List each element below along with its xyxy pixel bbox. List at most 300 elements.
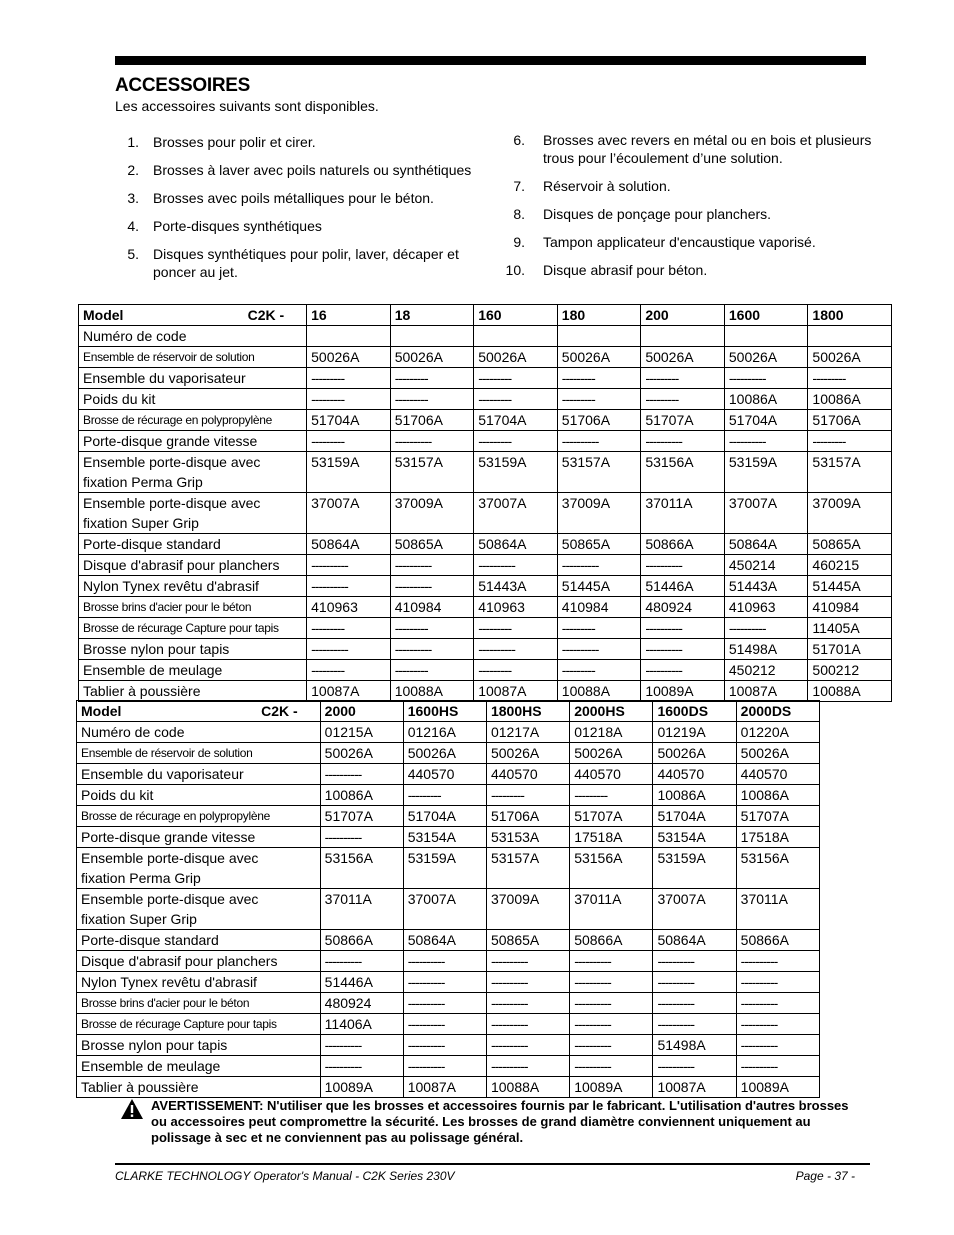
part-number-cell: ----------: [403, 1056, 486, 1077]
table-row: [77, 827, 820, 848]
part-number-cell: ----------: [724, 618, 808, 639]
row-label: Tablier à poussière: [79, 681, 307, 702]
model-column-header: 2000DS: [736, 701, 819, 722]
table-row: [79, 534, 892, 555]
accessory-list-left: [115, 133, 475, 291]
list-item-text: Brosses à laver avec poils naturels ou synthétiques: [153, 162, 472, 178]
part-number-cell: 440570: [653, 764, 736, 785]
part-number-cell: ----------: [736, 972, 819, 993]
row-label: Poids du kit: [79, 389, 307, 410]
part-number-cell: 50864A: [307, 534, 391, 555]
part-number-cell: 01218A: [570, 722, 653, 743]
part-number-cell: 50026A: [641, 347, 725, 368]
part-number-cell: 10087A: [474, 681, 558, 702]
row-label: Nylon Tynex revêtu d'abrasif: [77, 972, 321, 993]
part-number-cell: ----------: [736, 1014, 819, 1035]
model-column-header: 2000: [320, 701, 403, 722]
list-item-text: Disques de ponçage pour planchers.: [543, 206, 772, 222]
table-row: [79, 389, 892, 410]
part-number-cell: 53159A: [653, 848, 736, 889]
intro-text: Les accessoires suivants sont disponibles.: [115, 98, 379, 114]
table-row: [77, 764, 820, 785]
part-number-cell: ----------: [403, 993, 486, 1014]
accessory-table-1: [78, 304, 892, 702]
list-item-text: Brosses avec poils métalliques pour le béton.: [153, 190, 434, 206]
list-item-number: 4.: [127, 218, 139, 234]
part-number-cell: ----------: [641, 555, 725, 576]
list-item-number: 1.: [127, 134, 139, 150]
part-number-cell: 10089A: [641, 681, 725, 702]
part-number-cell: 50026A: [390, 347, 474, 368]
table-row: [77, 806, 820, 827]
part-number-cell: 37011A: [736, 889, 819, 930]
row-label: Porte-disque standard: [77, 930, 321, 951]
table-row: [77, 1077, 820, 1098]
part-number-cell: ----------: [724, 431, 808, 452]
part-number-cell: 50865A: [390, 534, 474, 555]
list-item-number: 10.: [505, 262, 525, 278]
part-number-cell: [641, 326, 725, 347]
part-number-cell: 410984: [808, 597, 892, 618]
model-column-header: 160: [474, 305, 558, 326]
model-column-header: 1800: [808, 305, 892, 326]
table-row: [77, 743, 820, 764]
part-number-cell: ----------: [724, 368, 808, 389]
part-number-cell: 10086A: [736, 785, 819, 806]
part-number-cell: 10087A: [724, 681, 808, 702]
part-number-cell: ---------: [557, 389, 641, 410]
part-number-cell: 50865A: [486, 930, 569, 951]
part-number-cell: 50026A: [403, 743, 486, 764]
part-number-cell: 50864A: [653, 930, 736, 951]
part-number-cell: ----------: [307, 555, 391, 576]
row-label: Numéro de code: [79, 326, 307, 347]
part-number-cell: 51706A: [486, 806, 569, 827]
part-number-cell: ---------: [307, 389, 391, 410]
part-number-cell: ---------: [307, 660, 391, 681]
table-row: [79, 660, 892, 681]
part-number-cell: ----------: [486, 951, 569, 972]
list-item: [505, 233, 885, 251]
list-item: [505, 261, 885, 279]
part-number-cell: ----------: [570, 1014, 653, 1035]
part-number-cell: 51706A: [808, 410, 892, 431]
part-number-cell: ----------: [736, 993, 819, 1014]
row-label: Ensemble de réservoir de solution: [79, 347, 307, 368]
part-number-cell: [557, 326, 641, 347]
part-number-cell: 37007A: [474, 493, 558, 534]
table-row: [79, 347, 892, 368]
part-number-cell: 53159A: [474, 452, 558, 493]
part-number-cell: 51707A: [736, 806, 819, 827]
part-number-cell: 51707A: [570, 806, 653, 827]
part-number-cell: ----------: [474, 555, 558, 576]
part-number-cell: 50866A: [570, 930, 653, 951]
part-number-cell: 10086A: [724, 389, 808, 410]
part-number-cell: 50026A: [486, 743, 569, 764]
part-number-cell: [474, 326, 558, 347]
part-number-cell: 50864A: [403, 930, 486, 951]
row-label: Ensemble de meulage: [79, 660, 307, 681]
row-label: Brosse de récurage en polypropylène: [77, 806, 321, 827]
part-number-cell: 50026A: [736, 743, 819, 764]
table-row: [79, 452, 892, 493]
part-number-cell: 11405A: [808, 618, 892, 639]
part-number-cell: ----------: [570, 1056, 653, 1077]
part-number-cell: ---------: [390, 368, 474, 389]
part-number-cell: ----------: [320, 827, 403, 848]
part-number-cell: 410984: [390, 597, 474, 618]
part-number-cell: 01219A: [653, 722, 736, 743]
list-item: [115, 133, 475, 151]
part-number-cell: ---------: [808, 431, 892, 452]
row-label: Ensemble porte-disque avec fixation Super Grip: [77, 889, 321, 930]
table-row: [79, 326, 892, 347]
part-number-cell: 50026A: [320, 743, 403, 764]
part-number-cell: 10088A: [557, 681, 641, 702]
part-number-cell: 10086A: [653, 785, 736, 806]
table-header-row: [79, 305, 892, 326]
row-label: Porte-disque standard: [79, 534, 307, 555]
part-number-cell: ----------: [320, 1056, 403, 1077]
model-column-header: 16: [307, 305, 391, 326]
table-row: [77, 993, 820, 1014]
part-number-cell: 53153A: [486, 827, 569, 848]
list-item: [505, 205, 885, 223]
row-label: Brosse nylon pour tapis: [79, 639, 307, 660]
part-number-cell: 450212: [724, 660, 808, 681]
part-number-cell: 37009A: [390, 493, 474, 534]
part-number-cell: 480924: [641, 597, 725, 618]
part-number-cell: [724, 326, 808, 347]
part-number-cell: ---------: [474, 389, 558, 410]
part-number-cell: 37011A: [320, 889, 403, 930]
series-label: C2K -: [261, 703, 298, 719]
part-number-cell: ----------: [320, 951, 403, 972]
part-number-cell: 53159A: [307, 452, 391, 493]
part-number-cell: 10088A: [486, 1077, 569, 1098]
part-number-cell: ----------: [641, 618, 725, 639]
part-number-cell: 53156A: [320, 848, 403, 889]
part-number-cell: ---------: [557, 660, 641, 681]
part-number-cell: ----------: [557, 431, 641, 452]
part-number-cell: ----------: [307, 576, 391, 597]
part-number-cell: ----------: [486, 972, 569, 993]
part-number-cell: ---------: [390, 618, 474, 639]
model-label: Model: [83, 307, 124, 323]
page-title: ACCESSOIRES: [115, 75, 251, 96]
row-label: Ensemble porte-disque avec fixation Perma Grip: [77, 848, 321, 889]
part-number-cell: ----------: [320, 1035, 403, 1056]
row-label: Brosse de récurage Capture pour tapis: [79, 618, 307, 639]
model-column-header: 1600HS: [403, 701, 486, 722]
part-number-cell: ----------: [486, 1014, 569, 1035]
part-number-cell: ----------: [390, 555, 474, 576]
part-number-cell: 50026A: [808, 347, 892, 368]
model-label: Model: [81, 703, 122, 719]
part-number-cell: 450214: [724, 555, 808, 576]
part-number-cell: ----------: [641, 431, 725, 452]
part-number-cell: 53157A: [557, 452, 641, 493]
part-number-cell: 10089A: [570, 1077, 653, 1098]
part-number-cell: ---------: [307, 618, 391, 639]
part-number-cell: 01217A: [486, 722, 569, 743]
part-number-cell: 51498A: [653, 1035, 736, 1056]
part-number-cell: ----------: [653, 993, 736, 1014]
table-row: [79, 618, 892, 639]
part-number-cell: 53157A: [390, 452, 474, 493]
list-item-number: 9.: [513, 234, 525, 250]
part-number-cell: 10088A: [808, 681, 892, 702]
part-number-cell: ----------: [557, 639, 641, 660]
part-number-cell: 50866A: [320, 930, 403, 951]
table-row: [77, 1035, 820, 1056]
part-number-cell: ---------: [474, 368, 558, 389]
part-number-cell: 10087A: [653, 1077, 736, 1098]
list-item: [115, 189, 475, 207]
part-number-cell: 53156A: [570, 848, 653, 889]
part-number-cell: 50866A: [736, 930, 819, 951]
part-number-cell: ----------: [570, 993, 653, 1014]
part-number-cell: 01215A: [320, 722, 403, 743]
part-number-cell: 37007A: [724, 493, 808, 534]
part-number-cell: ----------: [570, 1035, 653, 1056]
table-row: [79, 576, 892, 597]
list-item-text: Disques synthétiques pour polir, laver, décaper et poncer au jet.: [153, 246, 459, 280]
part-number-cell: 50865A: [808, 534, 892, 555]
part-number-cell: [307, 326, 391, 347]
table-row: [77, 722, 820, 743]
part-number-cell: 440570: [403, 764, 486, 785]
part-number-cell: ---------: [403, 785, 486, 806]
table-row: [79, 597, 892, 618]
part-number-cell: 51704A: [653, 806, 736, 827]
table-row: [77, 1056, 820, 1077]
list-item-number: 5.: [127, 246, 139, 262]
accessory-list-right: [505, 131, 885, 289]
part-number-cell: 53157A: [808, 452, 892, 493]
list-item-text: Porte-disques synthétiques: [153, 218, 322, 234]
part-number-cell: 50864A: [724, 534, 808, 555]
footer-manual-title: CLARKE TECHNOLOGY Operator's Manual - C2K Series 230V: [115, 1169, 455, 1183]
part-number-cell: 410963: [307, 597, 391, 618]
row-label: Nylon Tynex revêtu d'abrasif: [79, 576, 307, 597]
part-number-cell: 410984: [557, 597, 641, 618]
part-number-cell: 17518A: [736, 827, 819, 848]
table-row: [79, 368, 892, 389]
part-number-cell: 51706A: [557, 410, 641, 431]
part-number-cell: 51498A: [724, 639, 808, 660]
part-number-cell: 10088A: [390, 681, 474, 702]
list-item-number: 2.: [127, 162, 139, 178]
table-row: [79, 555, 892, 576]
table-row: [77, 930, 820, 951]
footer: [115, 1169, 855, 1183]
part-number-cell: 51446A: [641, 576, 725, 597]
part-number-cell: 10086A: [808, 389, 892, 410]
part-number-cell: ---------: [570, 785, 653, 806]
part-number-cell: 37011A: [570, 889, 653, 930]
part-number-cell: 01216A: [403, 722, 486, 743]
part-number-cell: 53154A: [403, 827, 486, 848]
part-number-cell: ----------: [320, 764, 403, 785]
part-number-cell: ----------: [403, 951, 486, 972]
series-label: C2K -: [247, 307, 285, 323]
model-column-header: 1800HS: [486, 701, 569, 722]
model-column-header: 18: [390, 305, 474, 326]
row-label: Tablier à poussière: [77, 1077, 321, 1098]
list-item-text: Brosses pour polir et cirer.: [153, 134, 316, 150]
list-item-text: Tampon applicateur d'encaustique vaporisé.: [543, 234, 816, 250]
part-number-cell: ----------: [486, 1035, 569, 1056]
row-label: Ensemble porte-disque avec fixation Perma Grip: [79, 452, 307, 493]
part-number-cell: ----------: [570, 972, 653, 993]
row-label: Brosse brins d'acier pour le béton: [79, 597, 307, 618]
part-number-cell: 17518A: [570, 827, 653, 848]
part-number-cell: 53157A: [486, 848, 569, 889]
part-number-cell: 01220A: [736, 722, 819, 743]
part-number-cell: ---------: [474, 431, 558, 452]
part-number-cell: ---------: [641, 389, 725, 410]
model-column-header: 2000HS: [570, 701, 653, 722]
part-number-cell: ---------: [808, 368, 892, 389]
table-row: [77, 1014, 820, 1035]
part-number-cell: ----------: [641, 639, 725, 660]
part-number-cell: ----------: [653, 1056, 736, 1077]
part-number-cell: 37009A: [486, 889, 569, 930]
part-number-cell: ---------: [557, 618, 641, 639]
part-number-cell: 50026A: [474, 347, 558, 368]
model-column-header: 200: [641, 305, 725, 326]
part-number-cell: 37007A: [403, 889, 486, 930]
part-number-cell: ---------: [641, 368, 725, 389]
list-item-number: 7.: [513, 178, 525, 194]
table-row: [77, 848, 820, 889]
list-item-number: 6.: [513, 132, 525, 148]
part-number-cell: ----------: [403, 1014, 486, 1035]
part-number-cell: 51443A: [724, 576, 808, 597]
part-number-cell: ----------: [307, 639, 391, 660]
part-number-cell: 51704A: [724, 410, 808, 431]
part-number-cell: ----------: [736, 1035, 819, 1056]
list-item: [505, 131, 885, 167]
warning-text: AVERTISSEMENT: N'utiliser que les brosses et accessoires fournis par le fabricant. L'utilisation d'autres brosses ou accessoires peut compromettre la sécurité. Les brosses de grand diamètre conviennent uniquement au polissage à sec et ne conviennent pas au polissage général.: [151, 1098, 849, 1145]
part-number-cell: 37009A: [808, 493, 892, 534]
table-row: [79, 493, 892, 534]
part-number-cell: 53159A: [724, 452, 808, 493]
model-column-header: 1600: [724, 305, 808, 326]
part-number-cell: 440570: [570, 764, 653, 785]
part-number-cell: 51706A: [390, 410, 474, 431]
part-number-cell: 480924: [320, 993, 403, 1014]
part-number-cell: ----------: [570, 951, 653, 972]
part-number-cell: ---------: [307, 368, 391, 389]
part-number-cell: ----------: [557, 555, 641, 576]
list-item: [115, 217, 475, 235]
row-label: Disque d'abrasif pour planchers: [77, 951, 321, 972]
row-label: Ensemble du vaporisateur: [77, 764, 321, 785]
row-label: Ensemble de meulage: [77, 1056, 321, 1077]
part-number-cell: 50026A: [653, 743, 736, 764]
part-number-cell: 50026A: [724, 347, 808, 368]
row-label: Porte-disque grande vitesse: [79, 431, 307, 452]
part-number-cell: 51445A: [557, 576, 641, 597]
part-number-cell: ---------: [486, 785, 569, 806]
model-column-header: 180: [557, 305, 641, 326]
table-row: [79, 410, 892, 431]
part-number-cell: ----------: [736, 1056, 819, 1077]
part-number-cell: 53156A: [641, 452, 725, 493]
part-number-cell: 50866A: [641, 534, 725, 555]
part-number-cell: ----------: [486, 993, 569, 1014]
part-number-cell: 500212: [808, 660, 892, 681]
part-number-cell: ---------: [390, 660, 474, 681]
part-number-cell: 10087A: [307, 681, 391, 702]
part-number-cell: 51701A: [808, 639, 892, 660]
model-column-header: 1600DS: [653, 701, 736, 722]
footer-rule: [115, 1163, 870, 1165]
accessory-table-2: [76, 700, 820, 1098]
list-item-number: 3.: [127, 190, 139, 206]
row-label: Brosse nylon pour tapis: [77, 1035, 321, 1056]
part-number-cell: 50026A: [570, 743, 653, 764]
part-number-cell: ----------: [736, 951, 819, 972]
table-row: [77, 972, 820, 993]
part-number-cell: 460215: [808, 555, 892, 576]
part-number-cell: 51704A: [307, 410, 391, 431]
part-number-cell: ----------: [653, 1014, 736, 1035]
part-number-cell: 50026A: [557, 347, 641, 368]
warning-triangle-icon: [120, 1098, 144, 1124]
part-number-cell: 37011A: [641, 493, 725, 534]
part-number-cell: 11406A: [320, 1014, 403, 1035]
table-row: [77, 785, 820, 806]
part-number-cell: 51704A: [403, 806, 486, 827]
part-number-cell: 37007A: [653, 889, 736, 930]
part-number-cell: 53159A: [403, 848, 486, 889]
part-number-cell: 10086A: [320, 785, 403, 806]
row-label: Brosse brins d'acier pour le béton: [77, 993, 321, 1014]
model-header-cell: [79, 305, 307, 326]
part-number-cell: 50026A: [307, 347, 391, 368]
part-number-cell: 53156A: [736, 848, 819, 889]
part-number-cell: ---------: [474, 660, 558, 681]
model-header-cell: [77, 701, 321, 722]
table-row: [77, 889, 820, 930]
list-item-text: Disque abrasif pour béton.: [543, 262, 708, 278]
row-label: Ensemble de réservoir de solution: [77, 743, 321, 764]
part-number-cell: ----------: [641, 660, 725, 681]
row-label: Ensemble du vaporisateur: [79, 368, 307, 389]
table-row: [79, 681, 892, 702]
part-number-cell: ----------: [390, 576, 474, 597]
part-number-cell: [808, 326, 892, 347]
part-number-cell: 51707A: [641, 410, 725, 431]
part-number-cell: ---------: [474, 618, 558, 639]
part-number-cell: ----------: [486, 1056, 569, 1077]
footer-page-number: Page - 37 -: [795, 1169, 855, 1183]
table-row: [77, 951, 820, 972]
part-number-cell: 51446A: [320, 972, 403, 993]
row-label: Brosse de récurage Capture pour tapis: [77, 1014, 321, 1035]
part-number-cell: 10087A: [403, 1077, 486, 1098]
part-number-cell: ---------: [390, 389, 474, 410]
part-number-cell: 410963: [474, 597, 558, 618]
row-label: Numéro de code: [77, 722, 321, 743]
part-number-cell: ----------: [403, 972, 486, 993]
part-number-cell: 10089A: [736, 1077, 819, 1098]
part-number-cell: ----------: [653, 972, 736, 993]
